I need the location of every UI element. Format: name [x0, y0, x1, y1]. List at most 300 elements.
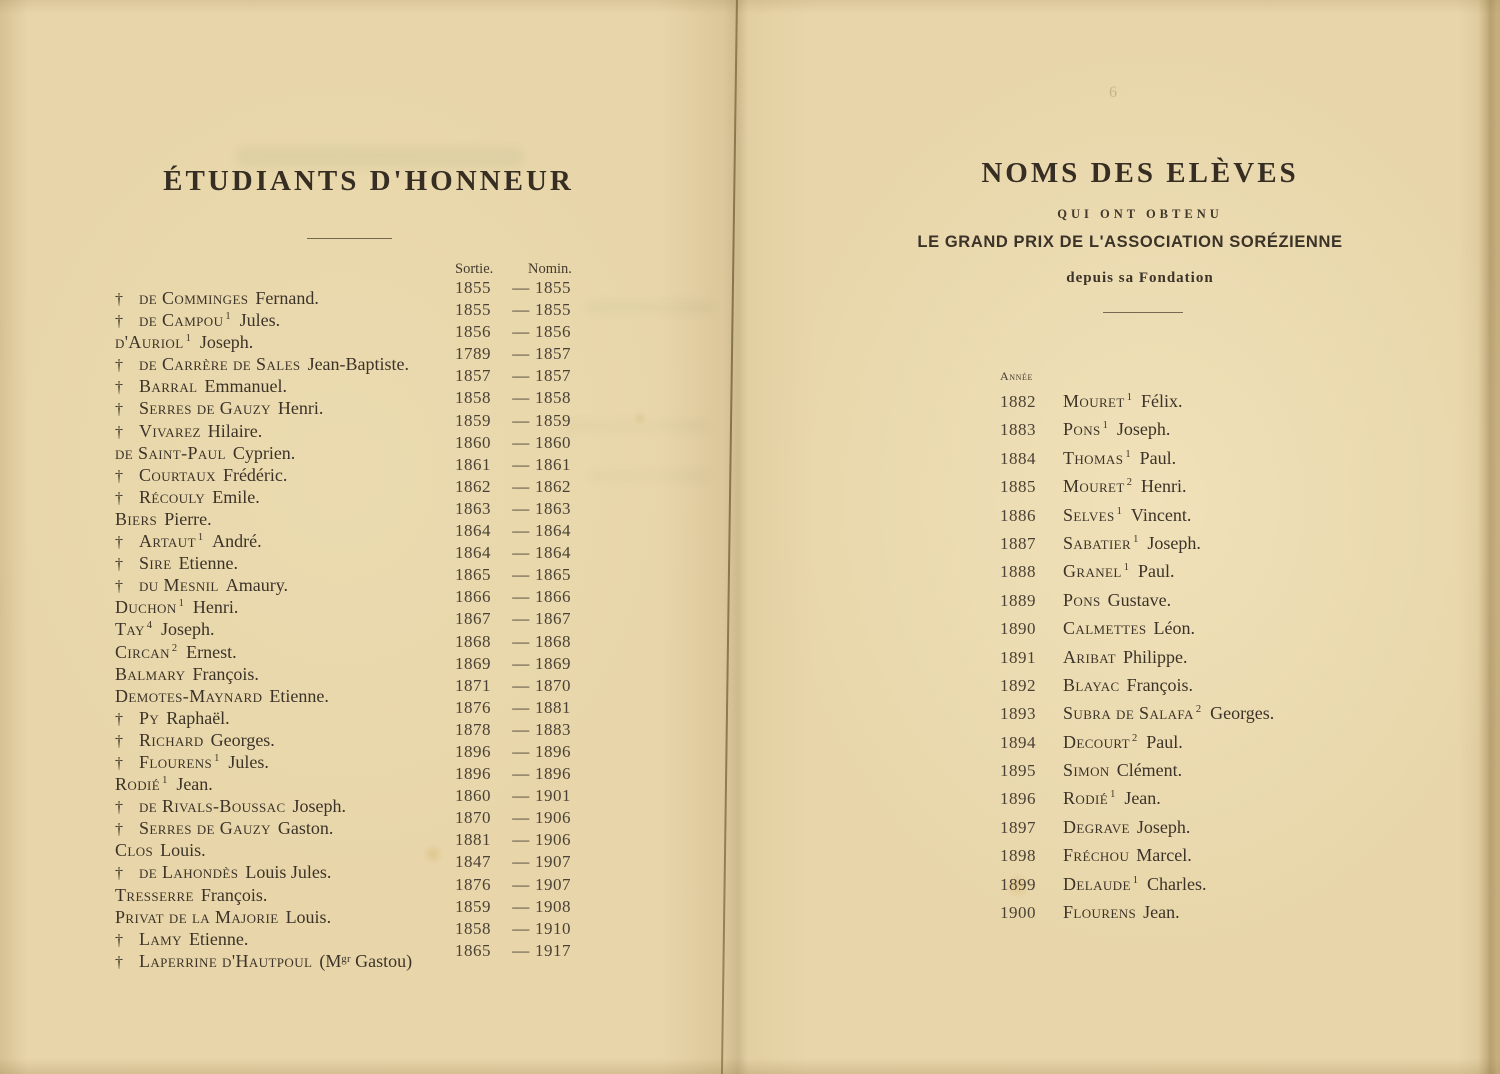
nomin-year: 1861 [535, 454, 571, 474]
years [455, 387, 595, 409]
years-dash: — [512, 609, 530, 629]
given-name: Jean-Baptiste. [307, 354, 410, 375]
given-name: Cyprien. [232, 442, 296, 463]
surname: de Saint-Paul [115, 442, 226, 463]
deceased-dagger: † [115, 401, 123, 419]
given-name: Joseph. [1147, 532, 1201, 553]
surname: Barral [139, 376, 198, 397]
surname: Rodié [1063, 788, 1109, 809]
years [455, 829, 595, 851]
years-dash: — [512, 476, 530, 496]
years [455, 498, 595, 520]
surname: Granel [1063, 561, 1122, 582]
given-name: Félix. [1140, 391, 1183, 411]
nomin-year: 1870 [535, 675, 571, 695]
subtitle-qui-ont-obtenu: QUI ONT OBTENU [1057, 207, 1223, 221]
given-name: Frédéric. [222, 464, 288, 485]
surname: du Mesnil [139, 575, 219, 596]
years [455, 763, 595, 785]
years-dash: — [512, 498, 530, 518]
given-name: Hilaire. [207, 420, 263, 441]
years-dash: — [512, 764, 530, 784]
deceased-dagger: † [115, 953, 123, 971]
sortie-year: 1896 [455, 741, 491, 761]
sortie-year: 1878 [455, 719, 491, 739]
deceased-dagger: † [115, 556, 123, 574]
surname: Courtaux [139, 464, 216, 485]
prize-year: 1884 [1000, 448, 1036, 468]
years [455, 785, 595, 807]
years-dash: — [512, 344, 530, 364]
deceased-dagger: † [115, 489, 123, 507]
footnote-superscript: 1 [1125, 448, 1131, 460]
right-page [737, 0, 1500, 1074]
footnote-superscript: 1 [225, 311, 231, 323]
given-name: Fernand. [255, 288, 319, 308]
nomin-year: 1906 [535, 830, 571, 850]
nomin-year: 1867 [535, 609, 571, 629]
deceased-dagger: † [115, 710, 123, 728]
footnote-superscript: 1 [1102, 420, 1108, 432]
years [455, 874, 595, 896]
years-dash: — [512, 653, 530, 673]
years-dash: — [512, 940, 530, 960]
sortie-year: 1861 [455, 454, 491, 474]
surname: Tresserre [115, 884, 194, 905]
years-dash: — [512, 366, 530, 386]
years [455, 432, 595, 454]
annee-column-header: Année [1000, 369, 1033, 383]
nomin-year: 1856 [535, 322, 571, 342]
given-name: Emile. [212, 486, 260, 507]
years-dash: — [512, 278, 530, 297]
years [455, 520, 595, 542]
surname: Delaude [1063, 873, 1131, 894]
years [455, 410, 595, 432]
given-name: Joseph. [1116, 419, 1171, 440]
sortie-year: 1869 [455, 653, 491, 673]
years [455, 653, 595, 675]
footnote-superscript: 4 [146, 620, 153, 632]
grand-prix-row [1000, 614, 1470, 642]
given-name: Gustave. [1107, 589, 1172, 610]
footnote-superscript: 2 [171, 642, 178, 654]
given-name: Jean. [1124, 788, 1161, 809]
surname: de Lahondès [139, 862, 239, 883]
sortie-year: 1866 [455, 587, 491, 607]
given-name: Henri. [1140, 476, 1187, 497]
footnote-superscript: 1 [185, 333, 191, 345]
sortie-year: 1860 [455, 786, 491, 806]
years-dash: — [512, 631, 530, 651]
sortie-year: 1789 [455, 344, 491, 364]
sortie-year: 1870 [455, 808, 491, 828]
years [455, 851, 595, 873]
nomin-year: 1896 [535, 741, 571, 761]
deceased-dagger: † [115, 865, 123, 883]
nomin-year: 1917 [535, 940, 571, 960]
nomin-year: 1910 [535, 918, 571, 938]
deceased-dagger: † [115, 379, 123, 397]
surname: Sabatier [1063, 532, 1132, 553]
years [455, 719, 595, 741]
surname: Demotes-Maynard [115, 685, 263, 706]
years [455, 564, 595, 586]
nomin-year: 1859 [535, 410, 571, 430]
surname: Rodié [115, 774, 161, 795]
given-name: Charles. [1147, 873, 1207, 894]
prize-year: 1899 [1000, 874, 1036, 894]
surname: Pons [1063, 419, 1101, 440]
nomin-year: 1907 [535, 852, 571, 872]
surname: Lamy [139, 928, 182, 949]
years-dash: — [512, 852, 530, 872]
sortie-year: 1867 [455, 609, 491, 629]
sortie-year: 1859 [455, 896, 491, 916]
given-name: Jean. [176, 774, 213, 795]
prize-year: 1891 [1000, 647, 1036, 667]
sortie-year: 1864 [455, 521, 491, 541]
left-page [0, 0, 737, 1074]
sortie-year: 1863 [455, 498, 491, 518]
given-name: Jean. [1143, 902, 1180, 923]
deceased-dagger: † [115, 754, 123, 772]
subtitle-rule [1103, 312, 1183, 313]
surname: Privat de la Majorie [115, 906, 279, 927]
years [455, 586, 595, 608]
sortie-year: 1858 [455, 918, 491, 938]
footnote-superscript: 2 [1126, 477, 1132, 489]
years [455, 542, 595, 564]
surname: Flourens [139, 751, 213, 772]
years [455, 918, 595, 940]
grand-prix-row [1000, 813, 1470, 841]
nomin-year: 1858 [535, 388, 571, 408]
footnote-superscript: 1 [1116, 505, 1122, 517]
footnote-superscript: 2 [1132, 732, 1138, 744]
years-dash: — [512, 300, 530, 320]
years [455, 608, 595, 630]
sortie-year: 1855 [455, 278, 491, 297]
grand-prix-row [1000, 501, 1470, 529]
prize-year: 1894 [1000, 732, 1036, 752]
sortie-year: 1858 [455, 388, 491, 408]
prize-year: 1882 [1000, 392, 1036, 411]
given-name: Georges. [210, 729, 275, 750]
surname: Circan [115, 641, 170, 662]
grand-prix-row [1000, 728, 1470, 756]
given-name: Joseph. [1136, 816, 1191, 837]
sortie-year: 1859 [455, 410, 491, 430]
given-name: Etienne. [269, 685, 329, 706]
nomin-year: 1866 [535, 587, 571, 607]
nomin-year: 1865 [535, 565, 571, 585]
years-dash: — [512, 719, 530, 739]
prize-year: 1900 [1000, 903, 1036, 923]
prize-year: 1893 [1000, 704, 1036, 724]
years [455, 631, 595, 653]
years [455, 675, 595, 697]
surname: Balmary [115, 663, 186, 684]
given-name: Paul. [1146, 731, 1183, 752]
given-name: Marcel. [1136, 845, 1192, 866]
years-dash: — [512, 454, 530, 474]
deceased-dagger: † [115, 423, 123, 441]
sortie-year: 1865 [455, 940, 491, 960]
deceased-dagger: † [115, 821, 123, 839]
nomin-column-header: Nomin. [528, 261, 572, 277]
footnote-superscript: 1 [1132, 874, 1139, 886]
given-name: Etienne. [178, 553, 239, 574]
years-dash: — [512, 587, 530, 607]
surname: de Rivals-Boussac [139, 796, 286, 817]
nomin-year: 1864 [535, 521, 571, 541]
surname: Artaut [139, 531, 196, 552]
years-dash: — [512, 521, 530, 541]
surname: Laperrine d'Hautpoul [139, 950, 313, 971]
given-name: Jules. [228, 751, 269, 772]
years [455, 321, 595, 343]
years [455, 940, 595, 962]
years [455, 741, 595, 763]
sortie-year: 1871 [455, 675, 491, 695]
surname: de Comminges [139, 288, 249, 308]
footnote-superscript: 1 [1133, 533, 1139, 545]
surname: Duchon [115, 597, 177, 618]
surname: Tay [115, 619, 145, 640]
grand-prix-row [1000, 557, 1470, 585]
grand-prix-row [1000, 784, 1470, 812]
years-dash: — [512, 543, 530, 563]
surname: Blayac [1063, 674, 1120, 695]
years [455, 365, 595, 387]
sortie-column-header: Sortie. [455, 261, 494, 277]
prize-year: 1895 [1000, 761, 1036, 781]
prize-year: 1892 [1000, 675, 1036, 695]
sortie-year: 1864 [455, 543, 491, 563]
grand-prix-row [1000, 529, 1470, 557]
grand-prix-row [1000, 671, 1470, 699]
nomin-year: 1868 [535, 631, 571, 651]
year-column-headers [455, 261, 572, 278]
sortie-year: 1855 [455, 300, 491, 320]
deceased-dagger: † [115, 799, 123, 817]
sortie-year: 1856 [455, 322, 491, 342]
given-name: Henri. [277, 398, 324, 419]
grand-prix-row [1000, 472, 1470, 500]
nomin-year: 1860 [535, 432, 571, 452]
surname: Simon [1063, 760, 1110, 781]
given-name: Philippe. [1122, 646, 1188, 667]
nomin-year: 1857 [535, 344, 571, 364]
deceased-dagger: † [115, 313, 123, 331]
grand-prix-row [1000, 841, 1470, 869]
surname: d'Auriol [115, 332, 184, 353]
given-name: Louis. [285, 906, 332, 927]
given-name: Etienne. [188, 928, 249, 949]
grand-prix-row [1000, 870, 1470, 898]
surname: Sire [139, 553, 172, 574]
surname: Subra de Salafa [1063, 703, 1194, 724]
prize-year: 1886 [1000, 505, 1036, 525]
surname: Thomas [1063, 447, 1124, 468]
sortie-year: 1881 [455, 830, 491, 850]
sortie-year: 1896 [455, 764, 491, 784]
footnote-superscript: 1 [1126, 392, 1132, 403]
years-dash: — [512, 786, 530, 806]
surname: Serres de Gauzy [139, 398, 271, 419]
surname: Flourens [1063, 902, 1137, 923]
grand-prix-row [1000, 756, 1470, 784]
years-dash: — [512, 896, 530, 916]
prize-year: 1885 [1000, 477, 1036, 497]
given-name: Joseph. [199, 332, 254, 353]
deceased-dagger: † [115, 357, 123, 375]
years-dash: — [512, 565, 530, 585]
years-dash: — [512, 808, 530, 828]
footnote-superscript: 1 [162, 775, 168, 787]
years-dash: — [512, 675, 530, 695]
sortie-year: 1876 [455, 874, 491, 894]
years [455, 454, 595, 476]
nomin-year: 1855 [535, 300, 571, 320]
prize-year: 1883 [1000, 420, 1036, 440]
nomin-year: 1863 [535, 498, 571, 518]
given-name: (Mᵍʳ Gastou) [319, 950, 413, 971]
years [455, 807, 595, 829]
nomin-year: 1896 [535, 764, 571, 784]
surname: Py [139, 707, 160, 728]
grand-prix-row [1000, 586, 1470, 614]
nomin-year: 1907 [535, 874, 571, 894]
nomin-year: 1906 [535, 808, 571, 828]
given-name: François. [1126, 674, 1194, 695]
years [455, 697, 595, 719]
surname: Biers [115, 508, 158, 529]
prize-year: 1890 [1000, 619, 1036, 639]
given-name: Joseph. [292, 796, 347, 817]
footnote-superscript: 2 [1195, 704, 1202, 716]
prize-year: 1896 [1000, 789, 1036, 809]
subtitle-depuis-fondation: depuis sa Fondation [1066, 270, 1214, 286]
given-name: Pierre. [164, 508, 212, 529]
deceased-dagger: † [115, 931, 123, 949]
years-dash: — [512, 741, 530, 761]
given-name: Georges. [1210, 703, 1275, 724]
years-dash: — [512, 410, 530, 430]
sortie-year: 1865 [455, 565, 491, 585]
deceased-dagger: † [115, 578, 123, 596]
given-name: Paul. [1137, 561, 1175, 582]
sortie-year: 1868 [455, 631, 491, 651]
nomin-year: 1862 [535, 476, 571, 496]
years-dash: — [512, 830, 530, 850]
left-page-title: ÉTUDIANTS D'HONNEUR [163, 165, 574, 197]
surname: de Carrère de Sales [139, 354, 301, 375]
deceased-dagger: † [115, 534, 123, 552]
footnote-superscript: 1 [214, 752, 220, 764]
years-dash: — [512, 918, 530, 938]
surname: Serres de Gauzy [139, 818, 271, 839]
deceased-dagger: † [115, 291, 123, 308]
footnote-superscript: 1 [1110, 789, 1116, 801]
years [455, 299, 595, 321]
given-name: François. [200, 884, 268, 905]
surname: Selves [1063, 504, 1115, 525]
footnote-superscript: 1 [197, 532, 204, 544]
given-name: François. [192, 663, 259, 684]
showthrough-page-number: 6 [1109, 84, 1117, 101]
years [455, 277, 595, 299]
prize-year: 1889 [1000, 590, 1036, 610]
given-name: Jules. [239, 310, 281, 331]
grand-prix-row [1000, 643, 1470, 671]
years-dash: — [512, 388, 530, 408]
nomin-year: 1857 [535, 366, 571, 386]
given-name: Louis Jules. [245, 862, 332, 883]
years-dash: — [512, 322, 530, 342]
honor-students-list [115, 278, 675, 972]
given-name: Léon. [1153, 618, 1195, 639]
nomin-year: 1881 [535, 697, 571, 717]
prize-year: 1887 [1000, 533, 1036, 553]
surname: Récouly [139, 486, 206, 507]
deceased-dagger: † [115, 467, 123, 485]
grand-prix-row [1000, 387, 1470, 415]
given-name: Amaury. [225, 575, 289, 596]
grand-prix-row [1000, 898, 1470, 926]
surname: Richard [139, 729, 204, 750]
years-dash: — [512, 697, 530, 717]
grand-prix-row [1000, 415, 1470, 443]
years-dash: — [512, 432, 530, 452]
surname: Pons [1063, 589, 1101, 610]
given-name: Raphaël. [166, 707, 230, 728]
surname: Vivarez [139, 420, 201, 441]
sortie-year: 1860 [455, 432, 491, 452]
prize-year: 1897 [1000, 817, 1036, 837]
given-name: Paul. [1139, 447, 1177, 468]
page-stack-edge [1478, 0, 1500, 1074]
surname: Mouret [1063, 391, 1125, 411]
sortie-year: 1857 [455, 366, 491, 386]
surname: Mouret [1063, 476, 1125, 497]
given-name: Louis. [160, 840, 206, 861]
right-page-title: NOMS DES ELÈVES [981, 157, 1299, 189]
footnote-superscript: 1 [178, 598, 184, 610]
nomin-year: 1864 [535, 543, 571, 563]
nomin-year: 1855 [535, 278, 571, 297]
given-name: Vincent. [1130, 504, 1192, 525]
deceased-dagger: † [115, 732, 123, 750]
title-rule [307, 238, 392, 239]
years-dash: — [512, 874, 530, 894]
surname: Fréchou [1063, 845, 1130, 866]
surname: Decourt [1063, 731, 1131, 752]
subtitle-grand-prix: LE GRAND PRIX DE L'ASSOCIATION SORÉZIENNE [917, 233, 1343, 251]
given-name: Gaston. [277, 818, 334, 839]
surname: de Campou [139, 310, 224, 331]
given-name: Emmanuel. [204, 376, 287, 397]
given-name: Joseph. [161, 619, 215, 640]
prize-year: 1888 [1000, 562, 1036, 582]
honor-student-row [115, 940, 675, 972]
given-name: André. [212, 531, 262, 552]
grand-prix-winners-list [1000, 387, 1470, 926]
surname: Aribat [1063, 646, 1116, 667]
grand-prix-row [1000, 699, 1470, 727]
surname: Clos [115, 840, 154, 861]
